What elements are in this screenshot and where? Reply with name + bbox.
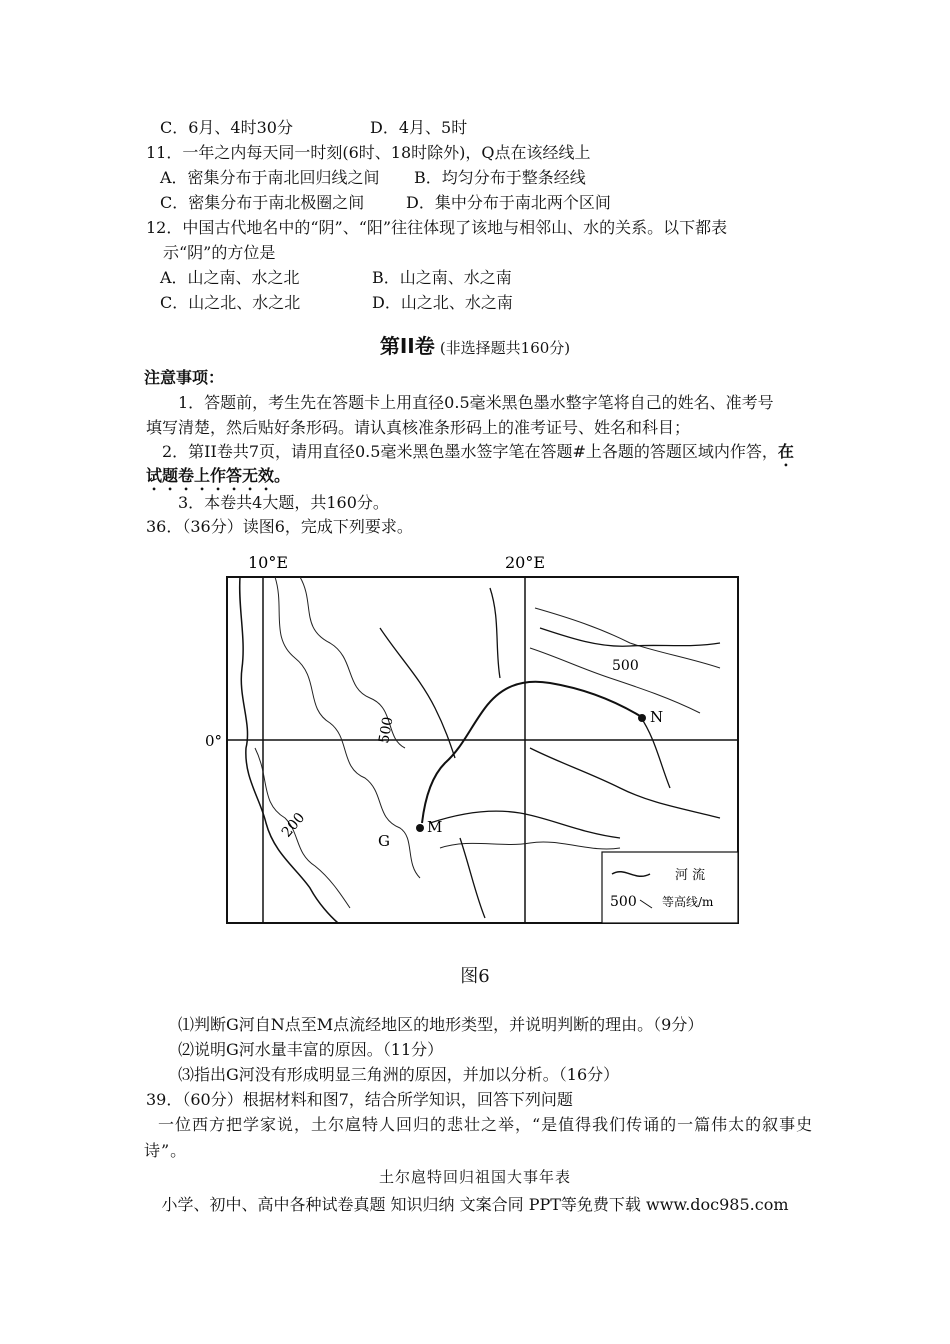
contour-south — [440, 842, 620, 849]
label-point-m: M — [427, 818, 443, 836]
notes-item-1-line2: 填写清楚，然后贴好条形码。请认真核准条形码上的准考证号、姓名和科目； — [146, 418, 691, 437]
figure-6-map — [200, 548, 760, 948]
q39-material-paragraph: 一位西方把学家说，土尔扈特人回归的悲壮之举，“是值得我们传诵的一篇伟太的叙事史诗”。 — [144, 1115, 814, 1160]
river-tributary-north2 — [490, 588, 500, 678]
legend-contour-label: 等高线/m — [662, 895, 714, 909]
notes-heading: 注意事项： — [144, 368, 225, 387]
label-equator: 0° — [205, 732, 223, 750]
q11-option-d: D．集中分布于南北两个区间 — [406, 193, 611, 212]
q36-sub-3: ⑶指出G河没有形成明显三角洲的原因，并加以分析。（16分） — [178, 1065, 620, 1084]
legend-river-label: 河 流 — [675, 868, 706, 883]
q11-option-a: A．密集分布于南北回归线之间 — [160, 168, 380, 187]
figure-caption: 图6 — [460, 966, 490, 987]
q39-stem: 39．（60分）根据材料和图7，结合所学知识，回答下列问题 — [146, 1090, 573, 1109]
q39-table-title: 土尔扈特回归祖国大事年表 — [378, 1168, 571, 1186]
q36-sub-2: ⑵说明G河水量丰富的原因。（11分） — [178, 1040, 444, 1059]
river-g-main — [422, 682, 640, 823]
q11-stem: 11．一年之内每天同一时刻(6时、18时除外)，Q点在该经线上 — [146, 143, 591, 162]
page-footer: 小学、初中、高中各种试卷真题 知识归纳 文案合同 PPT等免费下载 www.doc985.com — [161, 1195, 789, 1214]
label-lon-10e: 10°E — [248, 553, 289, 572]
notes-item-2-emphasis: 在 — [777, 442, 794, 461]
label-contour-200: 200 — [278, 809, 309, 841]
q12-option-d: D．山之北、水之南 — [372, 293, 513, 312]
q11-option-b: B．均匀分布于整条经线 — [414, 168, 586, 187]
section-title-main: 第II卷 — [379, 334, 435, 358]
notes-item-1-line1: 1．答题前，考生先在答题卡上用直径0.5毫米黑色墨水整字笔将自己的姓名、准考号 — [178, 393, 774, 412]
q12-option-a: A．山之南、水之北 — [160, 268, 300, 287]
river-tributary-southeast — [530, 748, 720, 818]
map-legend — [602, 852, 738, 923]
notes-item-2-text: 2．第II卷共7页，请用直径0.5毫米黑色墨水签字笔在答题#上各题的答题区域内作答， — [162, 442, 778, 461]
contour-200 — [255, 748, 350, 908]
label-lon-20e: 20°E — [505, 553, 546, 572]
section-title — [0, 330, 950, 359]
q12-option-b: B．山之南、水之南 — [372, 268, 512, 287]
label-contour-500-west: 500 — [376, 715, 397, 745]
notes-item-2-line2: 试题卷上作答无效。 — [146, 466, 291, 485]
q10-option-d: D．4月、5时 — [370, 118, 468, 137]
notes-item-3: 3．本卷共4大题，共160分。 — [178, 493, 389, 512]
label-river-g: G — [378, 832, 390, 850]
coastline — [240, 577, 338, 923]
q12-stem-line2: 示“阴”的方位是 — [163, 243, 276, 262]
label-point-n: N — [650, 708, 664, 726]
point-m-marker — [416, 824, 424, 832]
q36-sub-1: ⑴判断G河自N点至M点流经地区的地形类型，并说明判断的理由。（9分） — [178, 1015, 704, 1034]
q12-stem-line1: 12．中国古代地名中的“阴”、“阳”往往体现了该地与相邻山、水的关系。以下都表 — [146, 218, 728, 237]
river-tributary-n — [640, 716, 670, 788]
q10-option-c: C．6月、4时30分 — [160, 118, 293, 137]
q36-stem: 36．（36分）读图6，完成下列要求。 — [146, 517, 413, 536]
q11-option-c: C．密集分布于南北极圈之间 — [160, 193, 365, 212]
point-n-marker — [638, 714, 646, 722]
legend-contour-value: 500 — [610, 894, 637, 910]
section-title-sub: (非选择题共160分) — [439, 339, 571, 357]
label-contour-500-east: 500 — [612, 658, 639, 674]
q12-option-c: C．山之北、水之北 — [160, 293, 301, 312]
river-tributary-south2 — [460, 838, 485, 918]
